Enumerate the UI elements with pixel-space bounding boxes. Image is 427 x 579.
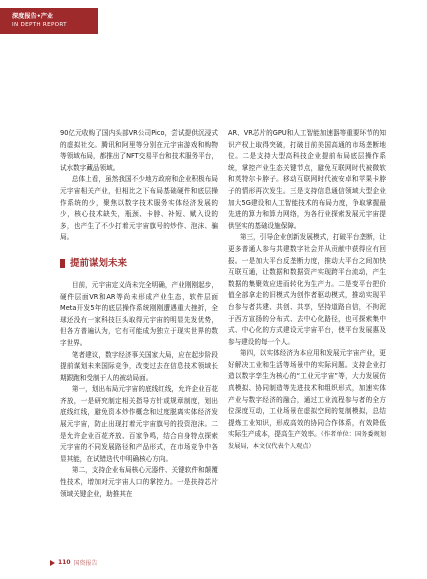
- paragraph: 总体上看，虽然我国不少地方政府和企业积极布局元宇宙相关产业，但相比之下布局基础硬件和底层操作系统的少，聚焦以数字技术服务实体经济发展的少，核心技术缺失，瓶颈、卡脖、补短、赋入设的多，也产生了不少打着元宇宙旗号的炒作、泡沫、骗局。: [60, 175, 218, 242]
- heading-marker-icon: [60, 259, 65, 268]
- paragraph: 笔者建议，数字经济事关国家大局，应在起步阶段提前谋划未来国际竞争，改变过去在信息技术领域长期跟跑和受制于人的被动局面。: [60, 350, 218, 382]
- paragraph: 第一，划出布局元宇宙的底线红线，允许企业百花齐放，一是研究制定相关指导方针或规章制度，划出底线红线，避免资本炒作概念和过度脱离实体经济发展元宇宙，防止出现打着元宇宙旗号的投资泡沫。二是允许企业百花齐放、百家争鸣，结合自身特点探索元宇宙的不同发展路径和产品形式，在市场竞争中各显其能，在试错迭代中明确核心方向。: [60, 385, 218, 463]
- paragraph: 90亿元收购了国内头部VR公司Pico，尝试提供沉浸式的虚拟社交。腾讯和阿里等分别在元宇宙游戏和购物等领域布局，都推出了NFT交易平台和技术服务平台，试水数字藏品领域。: [60, 129, 218, 172]
- section-heading-text: 提前谋划未来: [70, 257, 128, 269]
- paragraph: 第二，支持企业布局核心元器件、关键软件和颠覆性技术，增加对元宇宙人口的掌控力。一是扶持芯片领域关键企业，助推其在: [60, 466, 218, 498]
- paragraph: 第三，引导企业创新发展模式，打破平台垄断，让更多普通人参与共建数字社会并从贡献中获得应有回报。一是加大平台反垄断力度，推动大平台之间加快互联互通，让数据和数据资产实现跨平台流动，产生数据的集聚效应进而转化为生产力。二是变平台把价值全部拿走的旧模式为创作者驱动模式，推动实现平台参与者共建、共创、共享，坚持道路自信，不拘泥于西方宣扬的分布式、去中心化路径，也可探索集中式、中心化的方式建设元宇宙平台，使平台发展惠及参与建设的每一个人。: [228, 233, 386, 346]
- section-title-cn: 深度报告•产业: [12, 13, 54, 20]
- left-column: [60, 128, 218, 500]
- paragraph: 目前，元宇宙定义尚未完全明确，产业刚刚起步，硬件层面VR和AR等尚未形成产业生态，软件层面Meta开发5年的底层操作系统刚刚遭遇重大挫折，全球还没有一家科技巨头取得元宇宙的明显先发优势，但各方普遍认为，它有可能成为独立于现实世界的数字世界。: [60, 280, 218, 347]
- paragraph-text: 第四，以实体经济为本应用和发展元宇宙产业，更好解决工业和生活等场景中的实际问题。支持企业打造以数字孪生为核心的“工业元宇宙”等，大力发展仿真模拟、协同制造等先进技术和组织形式，加速实体产业与数字经济的融合，通过工业流程参与者的全方位深度互动，工业场景在虚拟空间的复制模拟，总结提炼工业知识，形成高效的协同合作体系，有效降低实际生产成本，提高生产效率。: [228, 349, 386, 439]
- page-number: 110: [58, 559, 71, 566]
- paragraph: [228, 348, 386, 452]
- page-footer: [50, 558, 98, 567]
- section-title-en: IN DEPTH REPORT: [12, 22, 67, 28]
- page-header: [0, 0, 427, 60]
- section-banner: [0, 8, 98, 34]
- section-heading: [60, 258, 218, 270]
- triangle-icon: [50, 560, 55, 566]
- paragraph: AR、VR芯片的GPU和人工智能加速器等重要环节的知识产权上取得突破，打破目前美国高通的市场垄断地位。二是支持大型高科技企业提前布局底层操作系统，掌控产业生态关键节点，避免互联网时代被微软和英特尔卡脖子。移动互联网时代被安卓和苹果卡脖子的情形再次发生。三是支持信息通信领域大型企业加大5G建设和人工智能技术的布局力度，争取掌握最先进的算力和算力网络，为各行业探索发展元宇宙提供坚实的基础设施保障。: [228, 129, 386, 230]
- publication-name: 国资报告: [73, 560, 98, 567]
- right-column: [228, 128, 386, 453]
- author-note: （作者单位：国务委规划发展局，本文仅代表个人观点）: [228, 431, 386, 451]
